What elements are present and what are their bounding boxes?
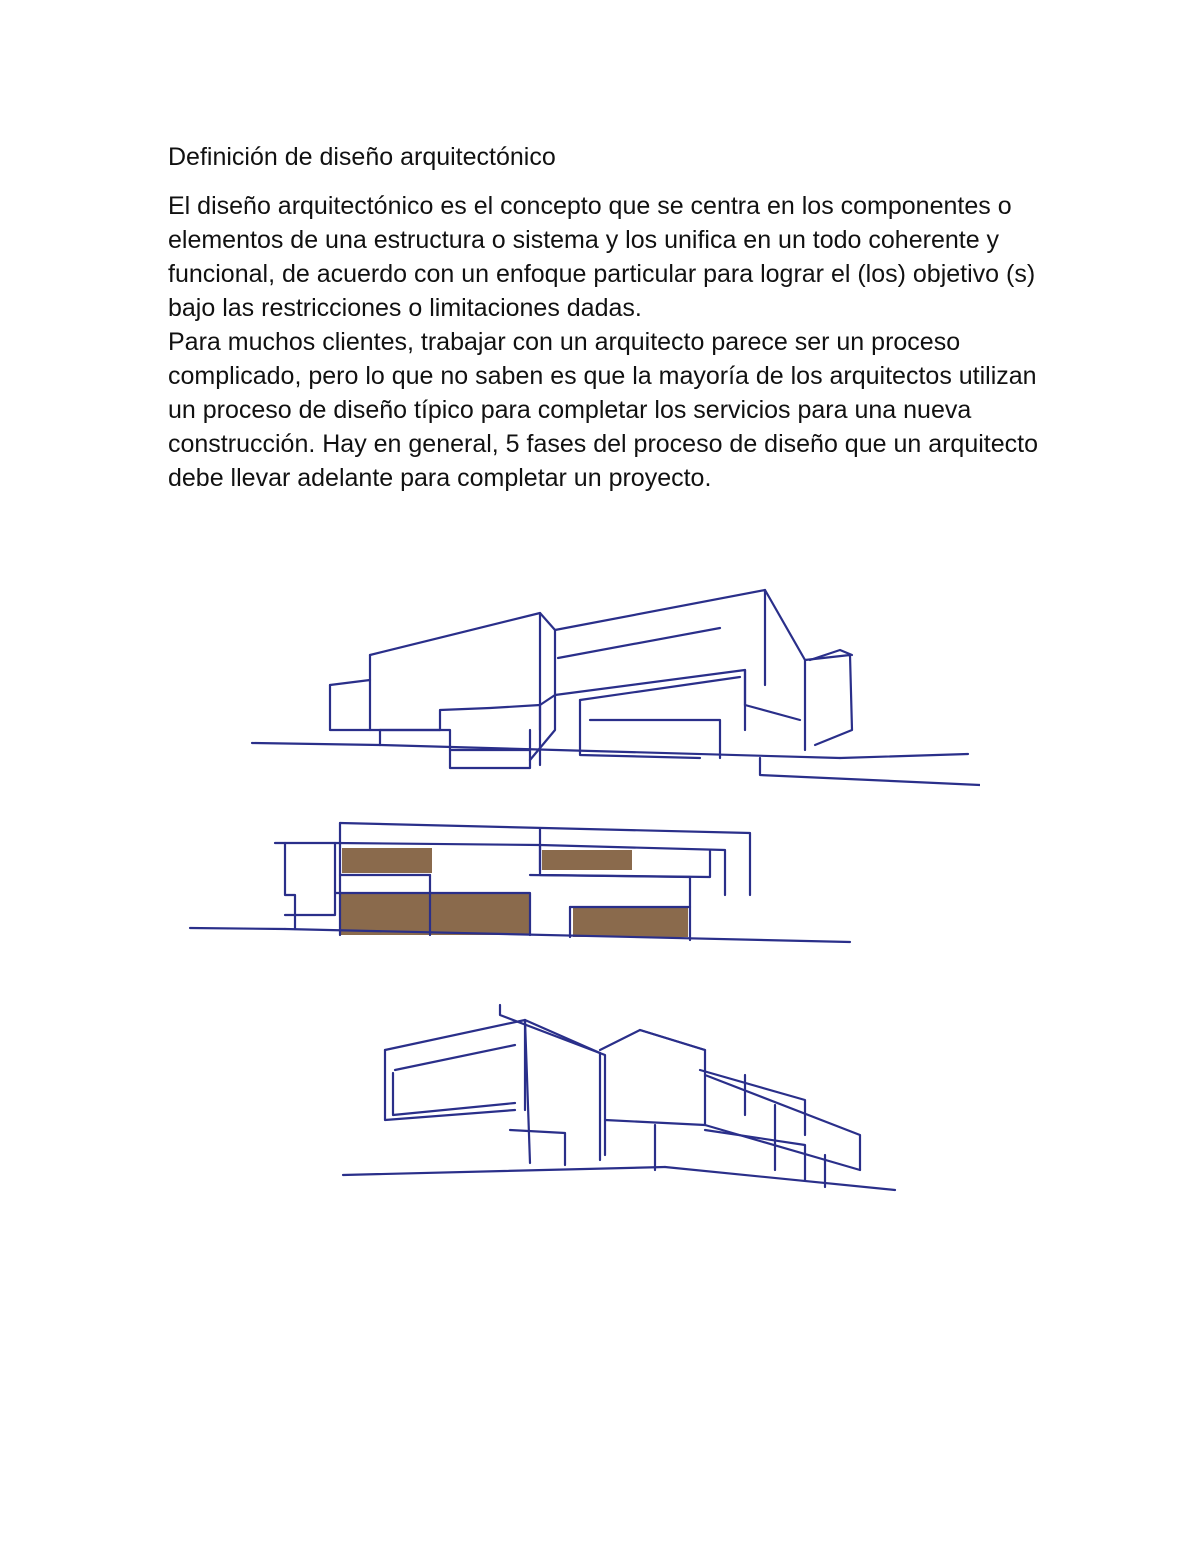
- sketch-elevation: [185, 815, 865, 950]
- sketch-perspective-1: [240, 580, 980, 790]
- paragraph-process: Para muchos clientes, trabajar con un arquitecto parece ser un proceso complicado, pero lo que no saben es que la mayoría de los arquitectos utilizan un proceso de diseño típico para completar los servicios para una nueva construcción. Hay en general, 5 fases del proceso de diseño que un arquitecto debe llevar adelante para completar un proyecto.: [168, 328, 1038, 492]
- page-title: Definición de diseño arquitectónico: [168, 143, 556, 171]
- body-text: [168, 189, 1068, 495]
- paragraph-definition: El diseño arquitectónico es el concepto que se centra en los componentes o elementos de una estructura o sistema y los unifica en un todo coherente y funcional, de acuerdo con un enfoque particular para lograr el (los) objetivo (s) bajo las restricciones o limitaciones dadas.: [168, 192, 1036, 322]
- sketch-perspective-2: [335, 995, 905, 1205]
